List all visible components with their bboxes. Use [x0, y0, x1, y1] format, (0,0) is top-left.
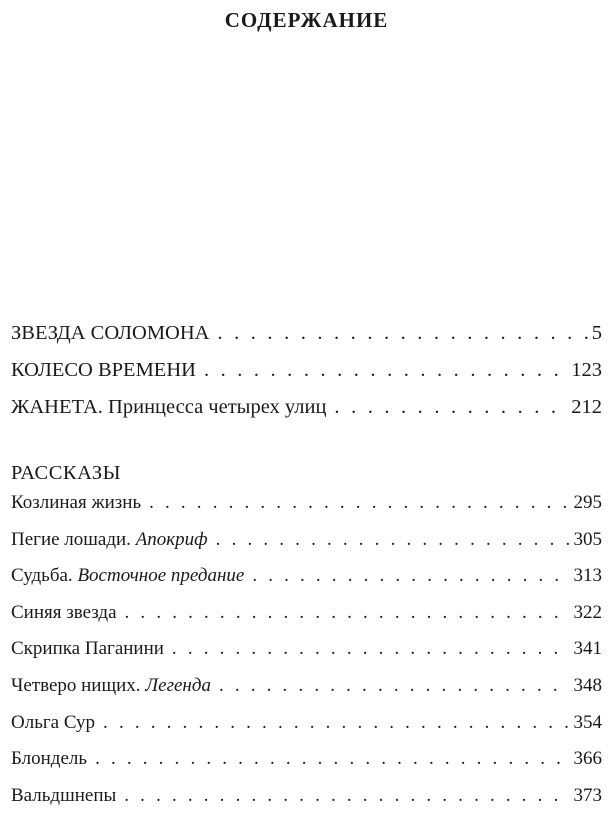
toc-entry-label: ЖАНЕТА. Принцесса четырех улиц	[11, 396, 327, 418]
toc-entry	[11, 675, 602, 712]
toc-entry-page: 341	[573, 638, 602, 660]
toc-entry	[11, 712, 602, 749]
toc-entry-page: 354	[573, 711, 602, 733]
toc-entry-page: 373	[573, 784, 602, 806]
section-heading-stories: РАССКАЗЫ	[11, 462, 122, 484]
toc-entry-page: 366	[573, 748, 602, 770]
dot-leader	[95, 748, 569, 770]
toc-entry-page: 305	[573, 528, 602, 550]
toc-entry-page: 322	[573, 601, 602, 623]
toc-entry	[11, 785, 602, 822]
toc-entry-label: Блондель	[11, 748, 88, 770]
toc-entry-label: Четверо нищих. Легенда	[11, 674, 211, 696]
dot-leader	[124, 785, 569, 807]
toc-main-list	[11, 322, 602, 433]
dot-leader	[204, 359, 567, 382]
toc-entry	[11, 396, 602, 433]
toc-entry-label: Синяя звезда	[11, 601, 117, 623]
toc-entry	[11, 638, 602, 675]
dot-leader	[149, 492, 569, 514]
toc-entry	[11, 529, 602, 566]
dot-leader	[103, 712, 569, 734]
toc-entry-page: 5	[591, 322, 602, 344]
toc-entry-subtitle: Легенда	[145, 674, 211, 696]
toc-entry-page: 123	[571, 359, 602, 381]
dot-leader	[172, 638, 570, 660]
toc-entry-page: 348	[573, 674, 602, 696]
toc-entry-label: КОЛЕСО ВРЕМЕНИ	[11, 359, 196, 381]
toc-entry	[11, 602, 602, 639]
page-title: СОДЕРЖАНИЕ	[224, 8, 389, 32]
dot-leader	[219, 675, 570, 697]
toc-entry-page: 295	[573, 492, 602, 513]
dot-leader	[217, 322, 587, 345]
dot-leader	[216, 529, 570, 551]
toc-entry	[11, 322, 602, 359]
toc-entry-label: Козлиная жизнь	[11, 492, 142, 513]
toc-entry	[11, 492, 602, 529]
toc-entry-subtitle: Апокриф	[135, 528, 208, 550]
toc-entry	[11, 748, 602, 785]
dot-leader	[252, 565, 569, 587]
toc-entry-label: Скрипка Паганини	[11, 638, 164, 660]
toc-entry-label: Ольга Сур	[11, 711, 96, 733]
toc-entry-subtitle: Восточное предание	[77, 565, 245, 587]
dot-leader	[125, 602, 570, 624]
dot-leader	[334, 396, 567, 419]
toc-entry-label: ЗВЕЗДА СОЛОМОНА	[11, 322, 210, 344]
toc-stories-list	[11, 492, 602, 821]
toc-entry	[11, 565, 602, 602]
toc-entry-page: 212	[571, 396, 602, 418]
toc-entry-label: Судьба. Восточное предание	[11, 565, 245, 587]
toc-entry-label: Вальдшнепы	[11, 784, 117, 806]
toc-entry-page: 313	[573, 565, 602, 587]
toc-entry-label: Пегие лошади. Апокриф	[11, 528, 208, 550]
toc-entry	[11, 359, 602, 396]
